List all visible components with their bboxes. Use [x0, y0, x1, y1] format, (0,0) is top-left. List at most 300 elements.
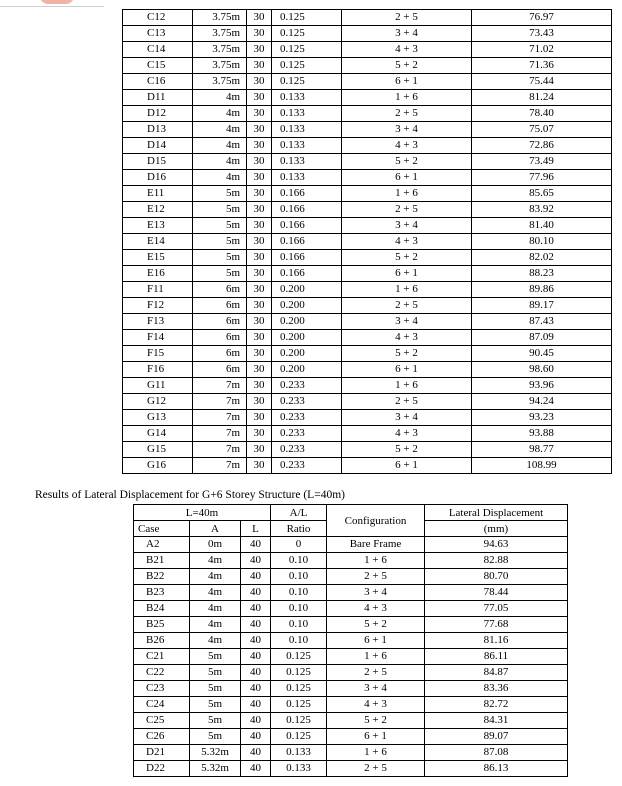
cell-a: 7m	[193, 442, 247, 458]
cell-l: 40	[241, 761, 271, 777]
cell-case: B23	[134, 585, 190, 601]
cell-a: 4m	[190, 569, 241, 585]
cell-a: 4m	[193, 106, 247, 122]
header-a: A	[190, 521, 241, 537]
cell-displacement: 98.77	[472, 442, 612, 458]
table1-body	[123, 10, 612, 474]
cell-case: C16	[123, 74, 193, 90]
cell-case: F16	[123, 362, 193, 378]
cell-displacement: 87.09	[472, 330, 612, 346]
cell-a: 5.32m	[190, 745, 241, 761]
cell-ratio: 0.10	[271, 633, 327, 649]
cell-case: E11	[123, 186, 193, 202]
cell-displacement: 81.24	[472, 90, 612, 106]
cell-displacement: 93.23	[472, 410, 612, 426]
cell-case: A2	[134, 537, 190, 553]
cell-ratio: 0.125	[271, 681, 327, 697]
cell-case: B24	[134, 601, 190, 617]
cell-l: 30	[247, 42, 272, 58]
cell-displacement: 72.86	[472, 138, 612, 154]
cell-configuration: 3 + 4	[342, 410, 472, 426]
cell-l: 40	[241, 665, 271, 681]
cell-displacement: 87.08	[425, 745, 568, 761]
logo-fragment	[40, 0, 74, 4]
cell-case: G14	[123, 426, 193, 442]
header-l: L	[241, 521, 271, 537]
cell-a: 5m	[190, 729, 241, 745]
cell-case: F15	[123, 346, 193, 362]
cell-configuration: 6 + 1	[342, 170, 472, 186]
cell-l: 30	[247, 266, 272, 282]
cell-displacement: 83.92	[472, 202, 612, 218]
cell-ratio: 0.133	[271, 745, 327, 761]
cell-a: 5m	[193, 234, 247, 250]
cell-case: D12	[123, 106, 193, 122]
cell-a: 6m	[193, 362, 247, 378]
cell-configuration: 4 + 3	[342, 138, 472, 154]
table-row	[123, 42, 612, 58]
cell-a: 7m	[193, 410, 247, 426]
cell-ratio: 0.133	[272, 138, 342, 154]
cell-ratio: 0.200	[272, 298, 342, 314]
cell-configuration: 6 + 1	[327, 729, 425, 745]
cell-ratio: 0.133	[272, 122, 342, 138]
cell-case: F14	[123, 330, 193, 346]
cell-configuration: 5 + 2	[327, 617, 425, 633]
cell-ratio: 0.200	[272, 346, 342, 362]
cell-displacement: 83.36	[425, 681, 568, 697]
cell-case: B22	[134, 569, 190, 585]
header-displacement-unit: (mm)	[425, 521, 568, 537]
table-row	[134, 665, 568, 681]
cell-a: 3.75m	[193, 10, 247, 26]
cell-case: C14	[123, 42, 193, 58]
cell-configuration: 6 + 1	[327, 633, 425, 649]
table-row	[134, 633, 568, 649]
cell-configuration: 1 + 6	[327, 649, 425, 665]
cell-displacement: 78.44	[425, 585, 568, 601]
cell-ratio: 0.10	[271, 617, 327, 633]
cell-l: 30	[247, 314, 272, 330]
cell-displacement: 94.63	[425, 537, 568, 553]
cell-a: 6m	[193, 330, 247, 346]
cell-case: B25	[134, 617, 190, 633]
cell-case: E15	[123, 250, 193, 266]
cell-configuration: 2 + 5	[342, 202, 472, 218]
cell-a: 4m	[190, 553, 241, 569]
cell-displacement: 108.99	[472, 458, 612, 474]
cell-l: 30	[247, 346, 272, 362]
header-group-label: L=40m	[134, 505, 271, 521]
cell-configuration: 6 + 1	[342, 266, 472, 282]
cell-configuration: 4 + 3	[342, 426, 472, 442]
table-row	[123, 10, 612, 26]
cell-configuration: 2 + 5	[342, 106, 472, 122]
table-row	[123, 410, 612, 426]
cell-ratio: 0.233	[272, 394, 342, 410]
cell-ratio: 0.125	[272, 42, 342, 58]
header-al-top: A/L	[271, 505, 327, 521]
cell-displacement: 75.44	[472, 74, 612, 90]
cell-displacement: 71.36	[472, 58, 612, 74]
cell-case: D14	[123, 138, 193, 154]
cell-l: 30	[247, 122, 272, 138]
page-top-edge	[0, 0, 104, 7]
cell-displacement: 78.40	[472, 106, 612, 122]
table-row	[123, 154, 612, 170]
cell-l: 40	[241, 681, 271, 697]
cell-configuration: 2 + 5	[342, 394, 472, 410]
cell-ratio: 0.133	[271, 761, 327, 777]
cell-case: E16	[123, 266, 193, 282]
cell-ratio: 0.125	[271, 649, 327, 665]
cell-a: 5m	[193, 218, 247, 234]
cell-a: 3.75m	[193, 74, 247, 90]
cell-displacement: 98.60	[472, 362, 612, 378]
cell-displacement: 94.24	[472, 394, 612, 410]
cell-ratio: 0.233	[272, 426, 342, 442]
cell-a: 4m	[193, 138, 247, 154]
table-row	[134, 601, 568, 617]
cell-configuration: 1 + 6	[327, 553, 425, 569]
table-caption: Results of Lateral Displacement for G+6 Storey Structure (L=40m)	[35, 489, 345, 501]
cell-ratio: 0.200	[272, 314, 342, 330]
cell-l: 30	[247, 186, 272, 202]
cell-case: C23	[134, 681, 190, 697]
cell-ratio: 0.166	[272, 250, 342, 266]
cell-displacement: 84.31	[425, 713, 568, 729]
cell-case: F13	[123, 314, 193, 330]
table-row	[123, 442, 612, 458]
cell-case: F12	[123, 298, 193, 314]
header-displacement-top: Lateral Displacement	[425, 505, 568, 521]
cell-configuration: 2 + 5	[342, 10, 472, 26]
table2-header	[134, 505, 568, 537]
table-row	[123, 106, 612, 122]
cell-displacement: 77.05	[425, 601, 568, 617]
cell-a: 4m	[193, 90, 247, 106]
cell-l: 40	[241, 537, 271, 553]
cell-case: D21	[134, 745, 190, 761]
cell-configuration: 5 + 2	[342, 346, 472, 362]
table-row	[123, 330, 612, 346]
table-row	[134, 697, 568, 713]
cell-a: 6m	[193, 298, 247, 314]
cell-configuration: 2 + 5	[342, 298, 472, 314]
cell-l: 40	[241, 601, 271, 617]
cell-l: 30	[247, 74, 272, 90]
cell-ratio: 0.166	[272, 218, 342, 234]
cell-a: 5m	[190, 681, 241, 697]
cell-configuration: 4 + 3	[342, 330, 472, 346]
cell-l: 30	[247, 298, 272, 314]
cell-case: G15	[123, 442, 193, 458]
cell-ratio: 0.10	[271, 569, 327, 585]
table-row	[123, 122, 612, 138]
cell-l: 30	[247, 106, 272, 122]
table-row	[134, 617, 568, 633]
table-row	[123, 90, 612, 106]
table-row	[123, 58, 612, 74]
cell-displacement: 85.65	[472, 186, 612, 202]
cell-configuration: 1 + 6	[342, 186, 472, 202]
cell-l: 30	[247, 202, 272, 218]
cell-a: 7m	[193, 378, 247, 394]
table-row	[123, 186, 612, 202]
cell-a: 5m	[193, 202, 247, 218]
cell-l: 30	[247, 58, 272, 74]
cell-l: 30	[247, 394, 272, 410]
cell-case: B26	[134, 633, 190, 649]
cell-displacement: 89.07	[425, 729, 568, 745]
cell-displacement: 93.88	[472, 426, 612, 442]
cell-ratio: 0.133	[272, 106, 342, 122]
cell-configuration: 5 + 2	[342, 250, 472, 266]
cell-case: C15	[123, 58, 193, 74]
cell-case: G11	[123, 378, 193, 394]
cell-a: 5m	[190, 697, 241, 713]
cell-l: 40	[241, 697, 271, 713]
cell-configuration: 4 + 3	[327, 601, 425, 617]
cell-ratio: 0.133	[272, 90, 342, 106]
cell-l: 30	[247, 250, 272, 266]
table-row	[123, 218, 612, 234]
cell-displacement: 90.45	[472, 346, 612, 362]
table-row	[123, 138, 612, 154]
cell-ratio: 0.166	[272, 202, 342, 218]
cell-l: 30	[247, 10, 272, 26]
cell-displacement: 81.40	[472, 218, 612, 234]
cell-a: 7m	[193, 458, 247, 474]
cell-ratio: 0.125	[271, 713, 327, 729]
cell-case: C13	[123, 26, 193, 42]
cell-case: D13	[123, 122, 193, 138]
cell-displacement: 86.11	[425, 649, 568, 665]
cell-configuration: 4 + 3	[327, 697, 425, 713]
table-row	[123, 74, 612, 90]
cell-ratio: 0.125	[272, 58, 342, 74]
cell-case: C24	[134, 697, 190, 713]
cell-l: 30	[247, 426, 272, 442]
table-row	[123, 362, 612, 378]
cell-a: 3.75m	[193, 58, 247, 74]
cell-l: 40	[241, 649, 271, 665]
cell-l: 30	[247, 154, 272, 170]
cell-ratio: 0.125	[272, 10, 342, 26]
cell-ratio: 0.133	[272, 170, 342, 186]
cell-displacement: 84.87	[425, 665, 568, 681]
table-row	[134, 713, 568, 729]
cell-ratio: 0.10	[271, 585, 327, 601]
cell-case: D22	[134, 761, 190, 777]
cell-l: 40	[241, 633, 271, 649]
cell-a: 4m	[190, 585, 241, 601]
table-row	[123, 26, 612, 42]
table-row	[134, 745, 568, 761]
cell-l: 30	[247, 138, 272, 154]
cell-displacement: 93.96	[472, 378, 612, 394]
cell-ratio: 0.166	[272, 234, 342, 250]
cell-configuration: 1 + 6	[342, 90, 472, 106]
cell-displacement: 82.02	[472, 250, 612, 266]
cell-displacement: 88.23	[472, 266, 612, 282]
cell-displacement: 86.13	[425, 761, 568, 777]
cell-configuration: 6 + 1	[342, 362, 472, 378]
cell-ratio: 0.166	[272, 186, 342, 202]
cell-a: 4m	[193, 122, 247, 138]
header-configuration: Configuration	[327, 505, 425, 537]
cell-a: 5m	[190, 649, 241, 665]
cell-displacement: 89.17	[472, 298, 612, 314]
table-row	[123, 202, 612, 218]
cell-l: 30	[247, 282, 272, 298]
cell-a: 4m	[193, 170, 247, 186]
cell-ratio: 0.125	[271, 729, 327, 745]
cell-a: 5m	[190, 665, 241, 681]
cell-displacement: 87.43	[472, 314, 612, 330]
table-row	[123, 394, 612, 410]
cell-a: 4m	[190, 617, 241, 633]
cell-configuration: 1 + 6	[342, 378, 472, 394]
cell-ratio: 0.133	[272, 154, 342, 170]
cell-displacement: 80.10	[472, 234, 612, 250]
cell-l: 40	[241, 713, 271, 729]
cell-displacement: 73.49	[472, 154, 612, 170]
table-row	[134, 761, 568, 777]
cell-case: C26	[134, 729, 190, 745]
cell-displacement: 89.86	[472, 282, 612, 298]
cell-a: 6m	[193, 282, 247, 298]
table-row	[123, 458, 612, 474]
cell-case: D16	[123, 170, 193, 186]
cell-configuration: 3 + 4	[342, 218, 472, 234]
cell-ratio: 0.166	[272, 266, 342, 282]
cell-l: 30	[247, 410, 272, 426]
cell-a: 3.75m	[193, 26, 247, 42]
cell-case: E13	[123, 218, 193, 234]
cell-configuration: 6 + 1	[342, 74, 472, 90]
cell-a: 5.32m	[190, 761, 241, 777]
table-row	[123, 378, 612, 394]
cell-ratio: 0.10	[271, 553, 327, 569]
cell-configuration: 3 + 4	[327, 681, 425, 697]
table-row	[134, 649, 568, 665]
cell-displacement: 71.02	[472, 42, 612, 58]
cell-configuration: 2 + 5	[327, 761, 425, 777]
cell-a: 4m	[190, 633, 241, 649]
cell-configuration: 3 + 4	[342, 26, 472, 42]
table-row	[134, 537, 568, 553]
cell-ratio: 0.233	[272, 442, 342, 458]
cell-case: G13	[123, 410, 193, 426]
table-row	[123, 266, 612, 282]
cell-displacement: 77.96	[472, 170, 612, 186]
cell-l: 30	[247, 458, 272, 474]
table-row	[134, 729, 568, 745]
cell-a: 0m	[190, 537, 241, 553]
cell-configuration: 5 + 2	[342, 442, 472, 458]
cell-l: 40	[241, 569, 271, 585]
cell-configuration: 3 + 4	[327, 585, 425, 601]
cell-configuration: 4 + 3	[342, 42, 472, 58]
cell-ratio: 0.10	[271, 601, 327, 617]
cell-case: C21	[134, 649, 190, 665]
cell-a: 4m	[190, 601, 241, 617]
cell-a: 5m	[193, 186, 247, 202]
cell-displacement: 82.88	[425, 553, 568, 569]
cell-case: E12	[123, 202, 193, 218]
cell-displacement: 77.68	[425, 617, 568, 633]
cell-l: 30	[247, 26, 272, 42]
cell-a: 4m	[193, 154, 247, 170]
cell-ratio: 0.125	[272, 26, 342, 42]
cell-ratio: 0.200	[272, 330, 342, 346]
table-row	[123, 282, 612, 298]
header-al-bottom: Ratio	[271, 521, 327, 537]
displacement-table-continued	[122, 9, 612, 474]
cell-l: 30	[247, 218, 272, 234]
cell-displacement: 76.97	[472, 10, 612, 26]
table-row	[123, 298, 612, 314]
cell-case: D15	[123, 154, 193, 170]
table2-body	[134, 537, 568, 777]
table-row	[134, 681, 568, 697]
cell-l: 30	[247, 362, 272, 378]
table-row	[123, 426, 612, 442]
cell-configuration: 5 + 2	[327, 713, 425, 729]
cell-configuration: 5 + 2	[342, 154, 472, 170]
cell-case: F11	[123, 282, 193, 298]
cell-configuration: 4 + 3	[342, 234, 472, 250]
cell-l: 30	[247, 90, 272, 106]
cell-ratio: 0.200	[272, 362, 342, 378]
cell-ratio: 0.233	[272, 410, 342, 426]
cell-case: C12	[123, 10, 193, 26]
cell-l: 40	[241, 553, 271, 569]
cell-a: 6m	[193, 346, 247, 362]
cell-displacement: 75.07	[472, 122, 612, 138]
cell-displacement: 80.70	[425, 569, 568, 585]
cell-case: C22	[134, 665, 190, 681]
table-row	[134, 553, 568, 569]
cell-ratio: 0.200	[272, 282, 342, 298]
table-row	[134, 569, 568, 585]
cell-case: D11	[123, 90, 193, 106]
cell-l: 30	[247, 378, 272, 394]
cell-ratio: 0.233	[272, 378, 342, 394]
table-row	[123, 250, 612, 266]
cell-configuration: 2 + 5	[327, 569, 425, 585]
table-row	[123, 346, 612, 362]
cell-ratio: 0	[271, 537, 327, 553]
cell-configuration: 5 + 2	[342, 58, 472, 74]
cell-a: 3.75m	[193, 42, 247, 58]
cell-displacement: 82.72	[425, 697, 568, 713]
cell-case: E14	[123, 234, 193, 250]
cell-ratio: 0.125	[272, 74, 342, 90]
cell-a: 5m	[190, 713, 241, 729]
cell-configuration: 2 + 5	[327, 665, 425, 681]
table-row	[123, 314, 612, 330]
displacement-table-l40	[133, 504, 568, 777]
cell-configuration: Bare Frame	[327, 537, 425, 553]
cell-l: 30	[247, 330, 272, 346]
cell-l: 40	[241, 729, 271, 745]
cell-a: 7m	[193, 426, 247, 442]
cell-ratio: 0.233	[272, 458, 342, 474]
cell-a: 6m	[193, 314, 247, 330]
cell-ratio: 0.125	[271, 697, 327, 713]
